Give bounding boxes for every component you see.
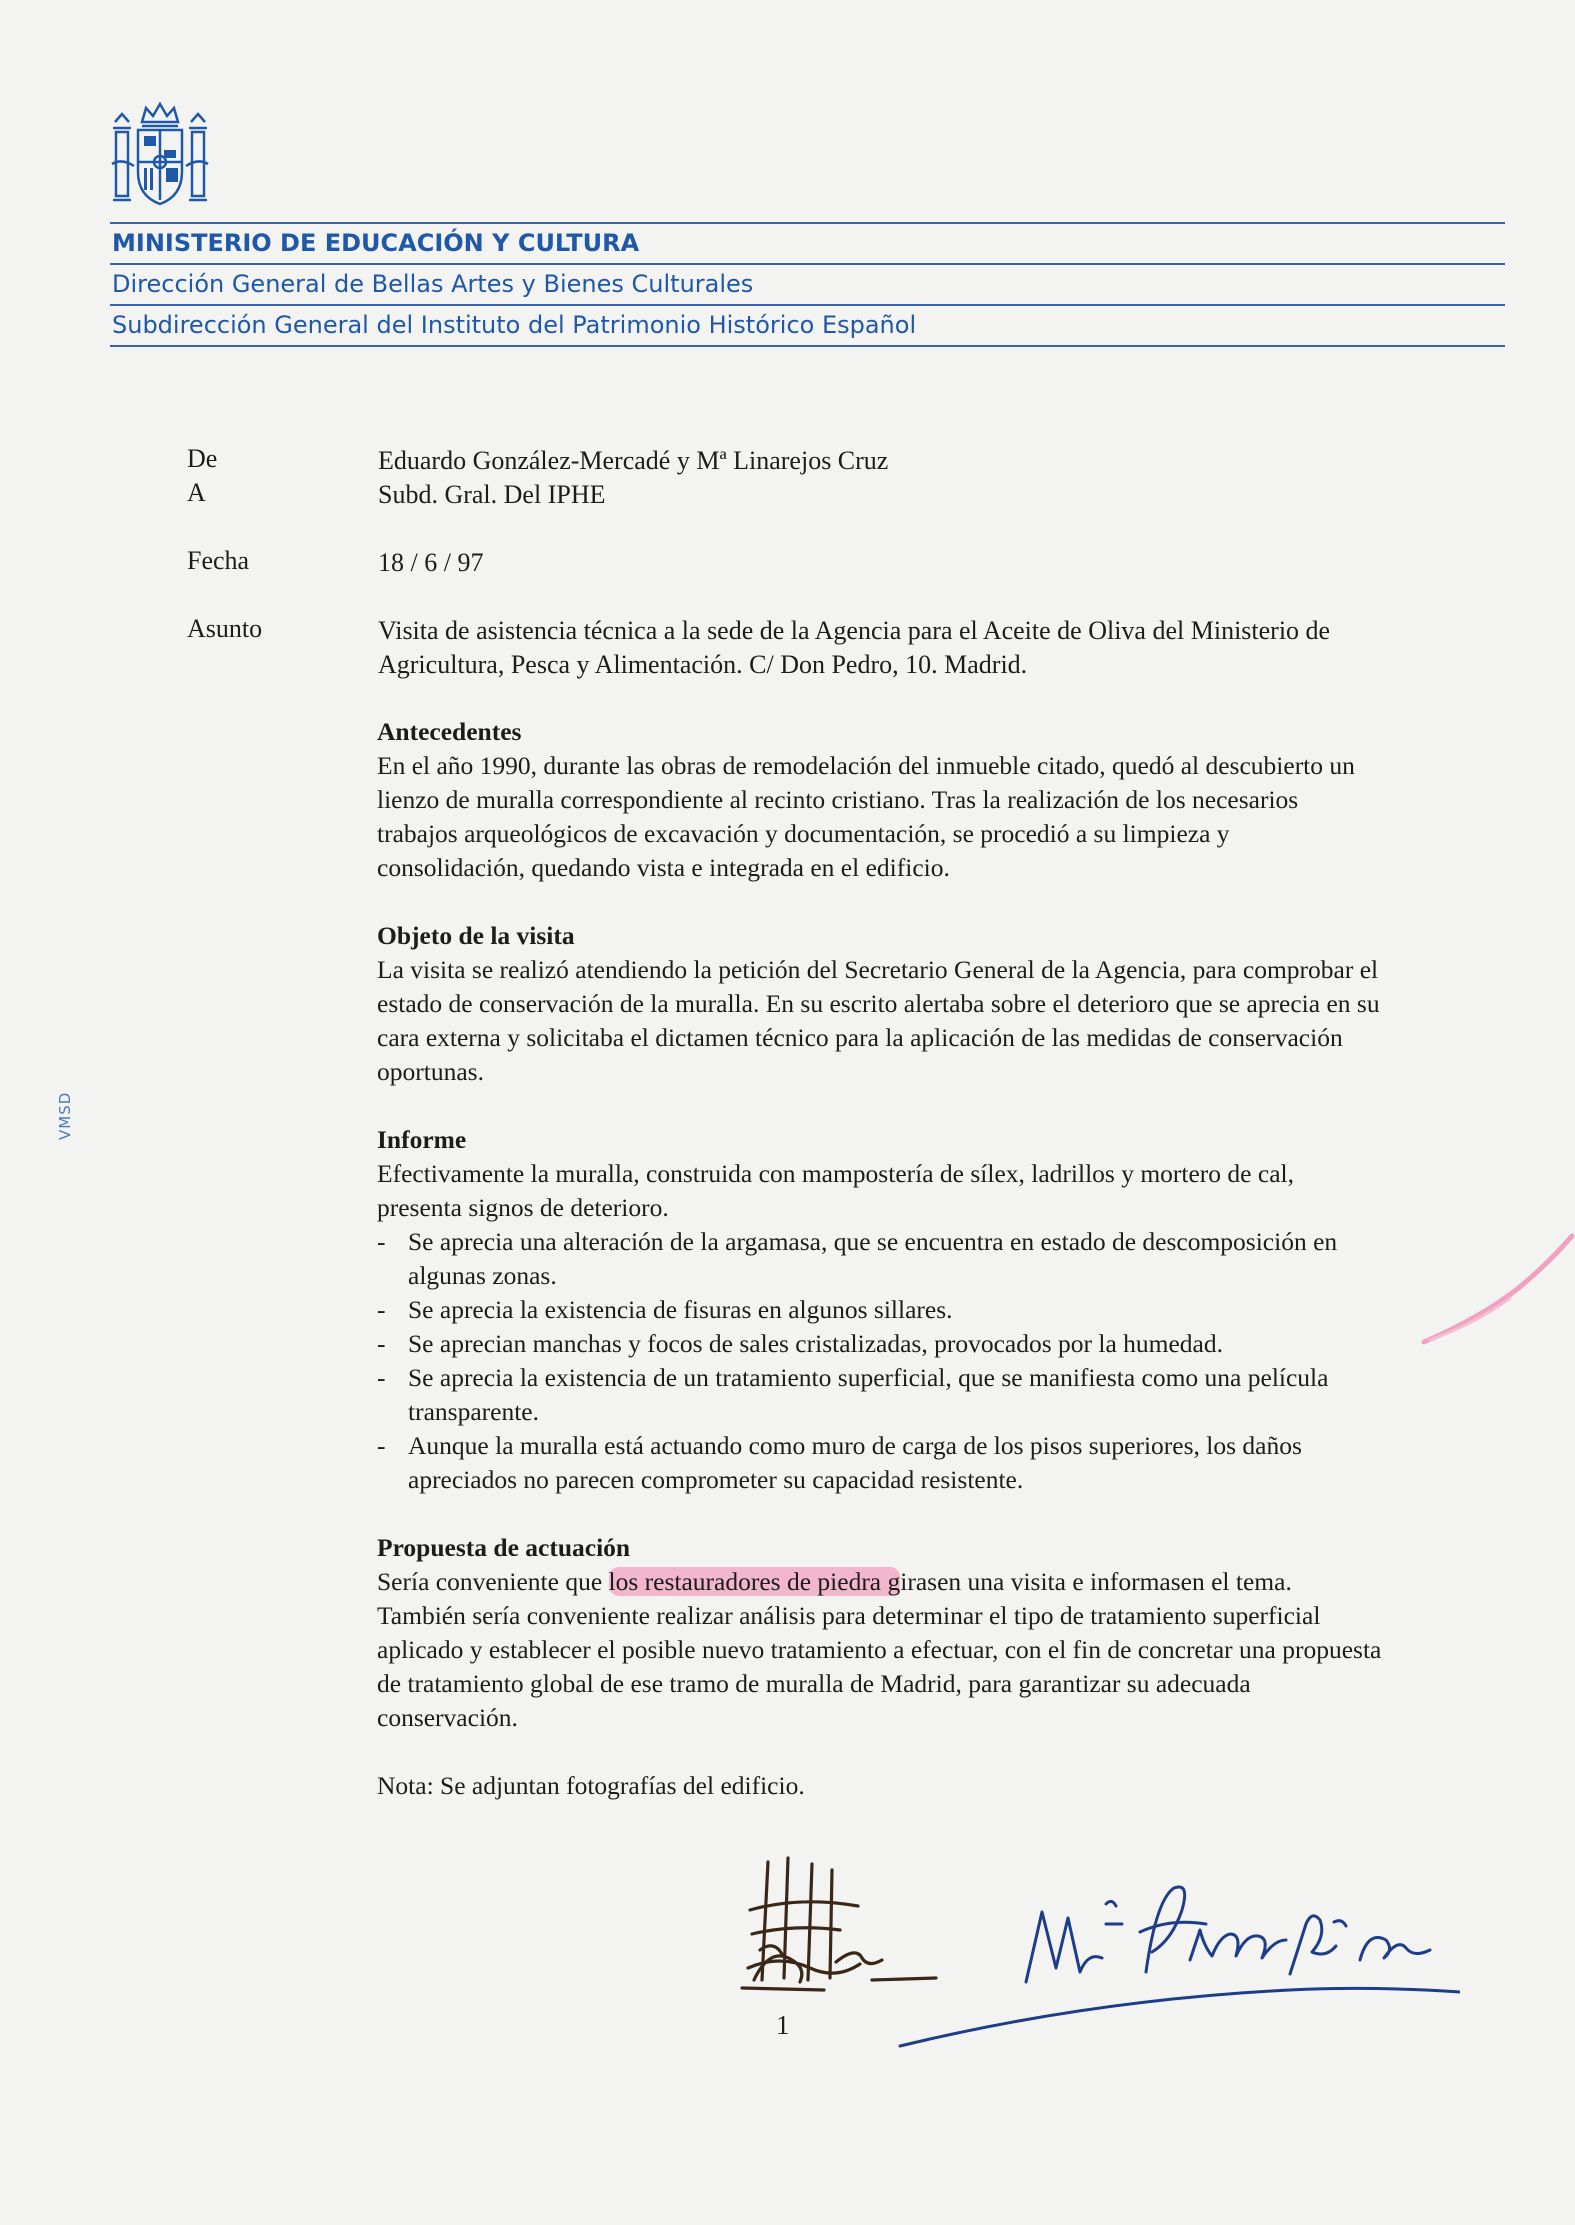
section-intro: Efectivamente la muralla, construida con mampostería de sílex, ladrillos y mortero de cal, presenta signos de deterioro.	[377, 1159, 1294, 1222]
subject-label: Asunto	[187, 614, 263, 643]
date-value: 18 / 6 / 97	[378, 548, 484, 577]
section-title: Objeto de la visita	[377, 921, 575, 950]
section-title: Antecedentes	[377, 717, 522, 746]
letterhead	[110, 222, 1505, 347]
list-item: - Se aprecia una alteración de la argamasa, que se encuentra en estado de descomposición en algunas zonas.	[377, 1225, 1382, 1293]
date-label: Fecha	[187, 546, 250, 575]
pen-mark-icon	[1420, 1230, 1575, 1350]
subdirectorate-name: Subdirección General del Instituto del Patrimonio Histórico Español	[112, 311, 917, 339]
list-item: - Se aprecian manchas y focos de sales cristalizadas, provocados por la humedad.	[377, 1327, 1382, 1361]
list-item: - Aunque la muralla está actuando como muro de carga de los pisos superiores, los daños apreciados no parecen comprometer su capacidad resistente.	[377, 1429, 1382, 1497]
from-value: Eduardo González-Mercadé y Mª Linarejos Cruz	[378, 446, 889, 475]
text-after-highlight: irasen una visita e informasen el tema. También sería conveniente realizar análisis para determinar el tipo de tratamiento superficial aplicado y establecer el posible nuevo tratamiento a efectuar, con el fin de concretar una propuesta de tratamiento global de ese tramo de muralla de Madrid, para garantizar su adecuada conservación.	[377, 1567, 1382, 1732]
section-text: La visita se realizó atendiendo la petición del Secretario General de la Agencia, para comprobar el estado de conservación de la muralla. En su escrito alertaba sobre el deterioro que se aprecia en su cara externa y solicitaba el dictamen técnico para la aplicación de las medidas de conservación oportunas.	[377, 955, 1380, 1086]
section-propuesta	[377, 1531, 1382, 1735]
section-title: Propuesta de actuación	[377, 1533, 631, 1562]
text-before-highlight: Sería conveniente que	[377, 1567, 609, 1596]
page-number: 1	[776, 2010, 790, 2040]
section-text: En el año 1990, durante las obras de remodelación del inmueble citado, quedó al descubierto un lienzo de muralla correspondiente al recinto cristiano. Tras la realización de los necesarios trabajos arqueológicos de excavación y documentación, se procedió a su limpieza y consolidación, quedando vista e integrada en el edificio.	[377, 751, 1355, 882]
ministry-name: MINISTERIO DE EDUCACIÓN Y CULTURA	[112, 229, 640, 257]
deterioration-list	[377, 1225, 1382, 1497]
section-title: Informe	[377, 1125, 467, 1154]
from-label: De	[187, 444, 218, 473]
memo-body	[377, 715, 1382, 1803]
signature-linarejos-icon	[890, 1840, 1460, 2050]
to-value: Subd. Gral. Del IPHE	[378, 480, 606, 509]
highlighted-text: los restauradores de piedra g	[608, 1567, 901, 1596]
to-label: A	[187, 478, 206, 507]
directorate-name: Dirección General de Bellas Artes y Bienes Culturales	[112, 270, 754, 298]
section-antecedentes	[377, 715, 1382, 885]
section-informe	[377, 1123, 1382, 1497]
list-item: - Se aprecia la existencia de fisuras en algunos sillares.	[377, 1293, 1382, 1327]
note-text: Nota: Se adjuntan fotografías del edificio.	[377, 1771, 805, 1800]
margin-code: VMSD	[56, 1091, 74, 1140]
list-item: - Se aprecia la existencia de un tratamiento superficial, que se manifiesta como una película transparente.	[377, 1361, 1382, 1429]
section-objeto	[377, 919, 1382, 1089]
spanish-coat-of-arms-icon	[110, 100, 210, 212]
section-text	[377, 1565, 1382, 1735]
subject-value: Visita de asistencia técnica a la sede de la Agencia para el Aceite de Oliva del Ministerio de Agricultura, Pesca y Alimentación. C/ Don Pedro, 10. Madrid.	[378, 616, 1331, 679]
